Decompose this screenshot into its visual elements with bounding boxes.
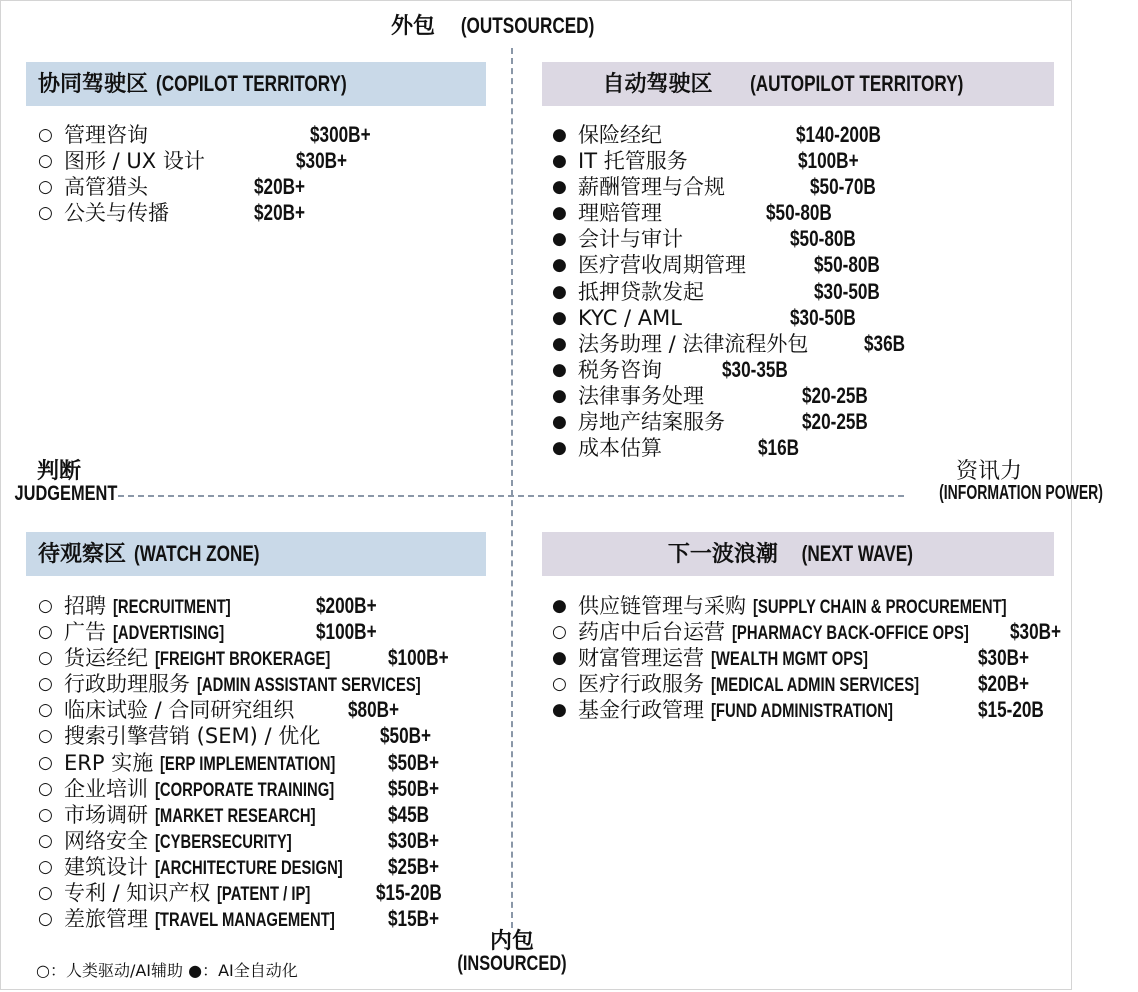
list-item [38,776,498,802]
list-item [38,854,498,880]
item-amount [316,593,394,619]
list-item [552,252,1052,278]
item-name-cn: 供应链管理与采购 [578,594,746,618]
item-name-en: [PHARMACY BACK-OFFICE OPS] [731,623,969,645]
item-name: 成本估算 [578,436,662,461]
item-name: 高管猎头 [64,175,148,200]
list-item [38,671,498,697]
item-name: 税务咨询 [578,357,662,382]
item-name [578,645,912,673]
item-name: 公关与传播 [64,201,169,226]
item-amount-value: $80B+ [348,697,400,723]
item-name: 房地产结案服务 [578,410,725,435]
item-name-cn: ERP 实施 [64,750,154,775]
item-amount-value: $30B+ [1010,619,1062,645]
item-name [64,697,294,723]
item-name: 理赔管理 [578,201,662,226]
item-name-en: [RECRUITMENT] [112,597,231,618]
item-name [64,906,385,934]
item-name-en: [MEDICAL ADMIN SERVICES] [710,675,919,697]
item-amount [388,906,453,932]
item-amount-value: $140-200B [796,122,881,147]
item-name [64,776,384,804]
item-name-en: [SUPPLY CHAIN & PROCUREMENT] [752,597,1007,618]
list-item [552,409,1052,435]
item-name-en: [ERP IMPLEMENTATION] [159,753,336,775]
item-name [578,671,977,699]
item-amount-value: $30-35B [722,356,788,382]
hollow-circle-icon: ○ [38,726,53,747]
filled-circle-icon: ● [552,648,567,669]
horizontal-axis [118,495,904,497]
watch-header [26,532,486,576]
list-item [552,331,1052,357]
axis-right-cn: 资讯力 [955,459,1022,484]
axis-right-en: (INFORMATION POWER) [939,482,1103,505]
item-amount [978,697,1062,723]
item-amount [1010,619,1075,645]
list-item [38,645,498,671]
item-amount [388,854,453,880]
nextwave-list [552,593,1072,723]
item-amount [790,305,874,331]
hollow-circle-icon: ○ [38,752,53,773]
item-name-cn: 广告 [64,620,106,645]
item-amount [310,122,388,148]
list-item [38,750,498,776]
watch-title-en: (WATCH ZONE) [133,541,260,566]
item-name: 图形 / UX 设计 [64,149,205,174]
item-amount [758,435,811,461]
item-name: KYC / AML [578,305,682,330]
item-amount-value: $45B [388,801,430,827]
list-item [552,357,1052,383]
list-item [552,305,1052,331]
item-name [64,802,361,830]
list-item [38,880,498,906]
list-item [38,828,498,854]
item-name-en: [ARCHITECTURE DESIGN] [154,857,343,879]
hollow-circle-icon: ○ [38,909,53,930]
filled-circle-icon: ● [552,151,567,172]
filled-circle-icon: ● [552,203,567,224]
axis-label-bottom [432,930,592,975]
nextwave-title-en: (NEXT WAVE) [801,541,913,566]
item-amount-value: $30B+ [296,148,348,174]
item-name: 保险经纪 [578,123,662,147]
copilot-header [26,62,486,106]
list-item [38,697,498,723]
item-name [64,593,264,621]
filled-circle-icon: ● [552,333,567,354]
item-amount [802,383,886,409]
item-name [64,619,255,647]
list-item [552,645,1072,671]
filled-circle-icon: ● [552,385,567,406]
axis-label-right [904,459,1103,505]
filled-circle-icon: ● [552,177,567,198]
hollow-circle-icon: ○ [38,125,53,145]
hollow-circle-icon: ○ [38,596,53,616]
item-name-en: [ADMIN ASSISTANT SERVICES] [196,675,421,697]
item-name: 管理咨询 [64,123,148,147]
item-amount-value: $100B+ [316,619,377,645]
axis-top-cn: 外包 [390,14,435,39]
item-name [64,723,320,749]
item-name-cn: 搜索引擎营销 (SEM) / 优化 [64,724,321,749]
item-amount-value: $50B+ [380,723,432,749]
list-item [552,148,1052,174]
list-item [552,697,1072,723]
list-item [552,279,1052,305]
item-name: 抵押贷款发起 [578,279,704,304]
item-amount-value: $20B+ [978,671,1030,697]
item-amount-value: $20B+ [254,174,306,200]
hollow-circle-icon: ○ [38,203,53,224]
item-name-en: [CORPORATE TRAINING] [154,779,334,801]
item-amount [978,671,1043,697]
item-amount [802,409,886,435]
list-item [552,619,1072,645]
hollow-circle-icon: ○ [38,151,53,172]
list-item [38,148,498,174]
item-name-cn: 临床试验 / 合同研究组织 [64,698,295,723]
item-name [64,671,483,699]
autopilot-header [542,62,1054,106]
watch-title-cn: 待观察区 [38,542,127,567]
item-name: IT 托管服务 [578,149,688,174]
item-amount [388,645,466,671]
item-name-cn: 财富管理运营 [578,646,704,671]
item-name-cn: 市场调研 [64,802,148,827]
item-amount-value: $20-25B [802,409,868,435]
item-name-cn: 建筑设计 [64,854,148,879]
axis-bottom-cn: 内包 [489,929,534,954]
item-amount-value: $30B+ [388,827,440,853]
hollow-circle-icon: ○ [38,648,53,669]
item-amount [388,828,453,854]
item-name-cn: 差旅管理 [64,907,148,932]
hollow-circle-icon: ○ [38,700,53,721]
item-name-en: [ADVERTISING] [112,623,224,645]
hollow-circle-icon: ○ [38,778,53,799]
item-amount-value: $20B+ [254,200,306,226]
copilot-title-en: (COPILOT TERRITORY) [155,71,347,96]
item-amount-value: $300B+ [310,122,371,147]
list-item [552,435,1052,461]
hollow-circle-icon: ○ [38,177,53,198]
item-name: 法律事务处理 [578,383,704,408]
item-amount-value: $15-20B [376,880,442,906]
filled-circle-icon: ● [552,281,567,302]
list-item [38,593,498,619]
item-amount-value: $30-50B [790,304,856,330]
item-amount [316,619,394,645]
item-name-en: [FUND ADMINISTRATION] [710,701,893,723]
item-name-cn: 招聘 [64,594,106,618]
hollow-circle-icon: ○ [38,804,53,825]
item-amount [864,331,917,357]
copilot-list [38,122,498,226]
item-amount [388,802,441,828]
item-name-cn: 货运经纪 [64,646,148,671]
list-item [552,593,1072,619]
filled-circle-icon: ● [552,125,567,145]
item-name [64,750,385,778]
item-amount [798,148,876,174]
axis-top-en: (OUTSOURCED) [460,13,595,38]
item-amount-value: $30-50B [814,278,880,304]
item-name [64,828,330,856]
autopilot-title-en: (AUTOPILOT TERRITORY) [750,71,964,96]
item-name-en: [TRAVEL MANAGEMENT] [154,910,335,932]
list-item [38,200,498,226]
item-amount [810,174,894,200]
axis-left-cn: 判断 [36,459,81,484]
item-name-cn: 专利 / 知识产权 [64,881,211,906]
item-name: 会计与审计 [578,227,683,252]
item-name: 法务助理 / 法律流程外包 [578,331,809,356]
autopilot-title-cn: 自动驾驶区 [602,72,713,97]
axis-label-left [0,460,118,505]
item-amount [796,122,905,148]
item-name [64,854,395,882]
list-item [552,174,1052,200]
item-name [578,697,944,725]
item-name-cn: 网络安全 [64,828,148,853]
hollow-circle-icon: ○ [38,856,53,877]
item-name [64,645,380,673]
item-amount [790,226,874,252]
hollow-circle-icon: ○ [552,622,567,643]
copilot-title-cn: 协同驾驶区 [38,72,149,97]
list-item [552,383,1052,409]
item-name-cn: 企业培训 [64,776,148,801]
item-amount [766,200,850,226]
item-amount-value: $100B+ [798,148,859,174]
list-item [38,174,498,200]
legend: ○：人类驱动/AI辅助 ●：AI全自动化 [36,961,298,980]
item-amount [376,880,460,906]
item-amount [978,645,1043,671]
item-name: 医疗营收周期管理 [578,253,746,278]
filled-circle-icon: ● [552,229,567,250]
item-amount [388,750,453,776]
item-amount-value: $50-70B [810,174,876,200]
filled-circle-icon: ● [552,596,567,616]
vertical-axis [511,48,513,928]
item-amount-value: $50B+ [388,775,440,801]
item-name [578,619,1035,647]
item-name-en: [PATENT / IP] [217,884,311,906]
item-amount-value: $25B+ [388,853,440,879]
filled-circle-icon: ● [552,700,567,721]
axis-label-top [372,14,632,38]
list-item [552,671,1072,697]
axis-left-en: JUDGEMENT [14,482,118,506]
list-item [552,226,1052,252]
item-amount [814,252,898,278]
item-amount [380,723,445,749]
item-name-en: [CYBERSECURITY] [154,831,292,853]
nextwave-header [542,532,1054,576]
item-amount-value: $50-80B [814,252,880,278]
item-name-cn: 药店中后台运营 [578,620,725,645]
filled-circle-icon: ● [552,359,567,380]
filled-circle-icon: ● [552,255,567,276]
item-name-cn: 基金行政管理 [578,698,704,723]
list-item [38,723,498,749]
hollow-circle-icon: ○ [552,674,567,695]
item-amount-value: $50-80B [766,200,832,226]
list-item [552,200,1052,226]
item-name [578,593,1078,621]
item-amount-value: $36B [864,330,906,356]
item-amount-value: $50-80B [790,226,856,252]
autopilot-list [552,122,1052,461]
item-name-cn: 行政助理服务 [64,672,190,697]
list-item [38,906,498,932]
item-amount [814,279,898,305]
list-item [38,122,498,148]
watch-list [38,593,498,932]
list-item [38,802,498,828]
axis-bottom-en: (INSOURCED) [457,952,567,976]
item-amount [254,200,319,226]
item-name [64,880,337,908]
item-name-cn: 医疗行政服务 [578,672,704,697]
hollow-circle-icon: ○ [38,883,53,904]
hollow-circle-icon: ○ [38,674,53,695]
item-amount-value: $15B+ [388,906,440,932]
item-amount [254,174,319,200]
filled-circle-icon: ● [552,412,567,433]
list-item [38,619,498,645]
filled-circle-icon: ● [552,438,567,459]
nextwave-title-cn: 下一波浪潮 [667,542,778,567]
item-amount-value: $20-25B [802,382,868,408]
item-amount-value: $50B+ [388,749,440,775]
hollow-circle-icon: ○ [38,622,53,643]
item-amount-value: $200B+ [316,593,377,618]
item-amount-value: $15-20B [978,697,1044,723]
item-name-en: [WEALTH MGMT OPS] [710,649,868,671]
item-amount [348,697,413,723]
item-amount [296,148,361,174]
filled-circle-icon: ● [552,307,567,328]
list-item [552,122,1052,148]
item-amount-value: $16B [758,435,800,461]
item-name-en: [FREIGHT BROKERAGE] [154,649,331,671]
item-name-en: [MARKET RESEARCH] [154,805,316,827]
hollow-circle-icon: ○ [38,830,53,851]
item-amount-value: $100B+ [388,645,449,671]
item-amount-value: $30B+ [978,645,1030,671]
item-name: 薪酬管理与合规 [578,175,725,200]
item-amount [722,357,806,383]
item-amount [388,776,453,802]
